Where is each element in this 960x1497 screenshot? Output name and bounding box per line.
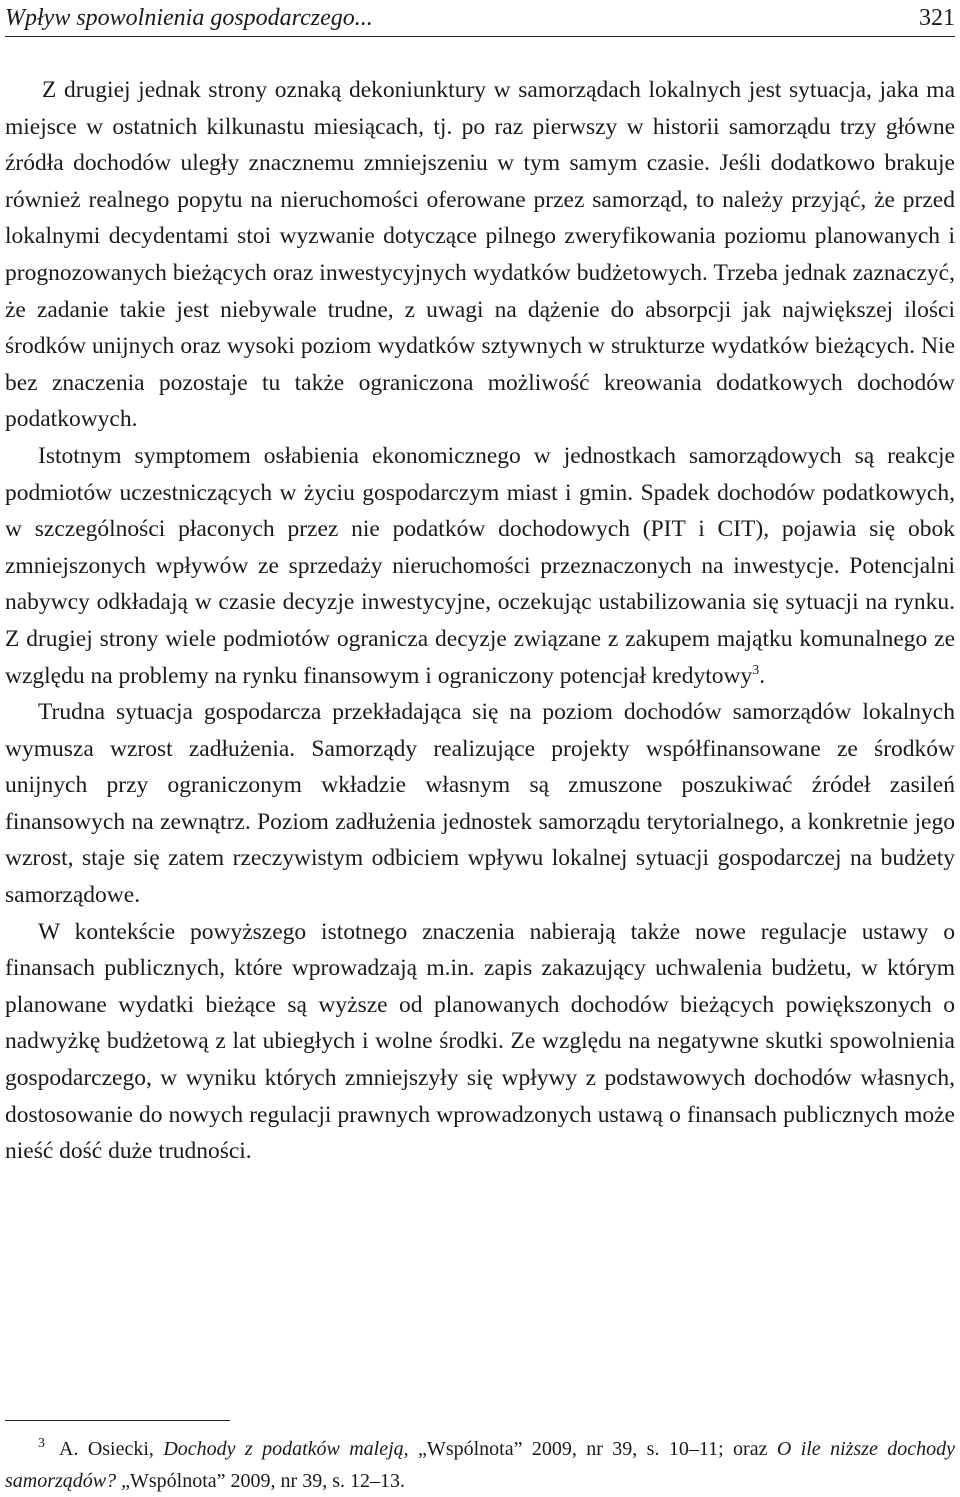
- paragraph-2: [5, 438, 955, 694]
- paragraph-4: W kontekście powyższego istotnego znaczenia nabierają także nowe regulacje ustawy o finansach publicznych, które wprowadzają m.in. zapis zakazujący uchwalenia budżetu, w którym planowane wydatki bieżące są wyższe od planowanych dochodów bieżących powiększonych o nadwyżkę budżetową z lat ubiegłych i wolne środki. Ze względu na negatywne skutki spowolnienia gospodarczego, w wyniku których zmniejszyły się wpływy z podstawowych dochodów własnych, dostosowanie do nowych regulacji prawnych wprowadzonych ustawą o finansach publicznych może nieść dość duże trudności.: [5, 918, 955, 1165]
- footnote-source-1: , „Wspólnota” 2009, nr 39, s. 10–11; oraz: [403, 1438, 777, 1460]
- footnote-separator: [5, 1420, 230, 1421]
- footnote: 3 A. Osiecki, Dochody z podatków maleją, „Wspólnota” 2009, nr 39, s. 10–11; oraz O ile niższe dochody samorządów? „Wspólnota” 2009, nr 39, s. 12–13.: [5, 1436, 955, 1492]
- paragraph-2-text: Istotnym symptomem osłabienia ekonomicznego w jednostkach samorządowych są reakcje podmiotów uczestniczących w życiu gospodarczym miast i gmin. Spadek dochodów podatkowych, w szczególności płaconych przez nie podatków dochodowych (PIT i CIT), pojawia się obok zmniejszonych wpływów ze sprzedaży nieruchomości przeznaczonych na inwestycje. Potencjalni nabywcy odkładają w czasie decyzje inwestycyjne, oczekując ustabilizowania się sytuacji na rynku. Z drugiej strony wiele podmiotów ogranicza decyzje związane z zakupem majątku komunalnego ze względu na problemy na rynku finansowym i ograniczony potencjał kredytowy: [5, 442, 955, 689]
- running-title: Wpływ spowolnienia gospodarczego...: [5, 5, 373, 31]
- page-number: 321: [919, 5, 955, 31]
- paragraph-3: Trudna sytuacja gospodarcza przekładająca się na poziom dochodów samorządów lokalnych wymusza wzrost zadłużenia. Samorządy realizujące projekty współfinansowane ze środków unijnych przy ograniczonym wkładzie własnym są zmuszone poszukiwać źródeł zasileń finansowych na zewnątrz. Poziom zadłużenia jednostek samorządu terytorialnego, a konkretnie jego wzrost, staje się zatem rzeczywistym odbiciem wpływu lokalnej sytuacji gospodarczej na budżety samorządowe.: [5, 699, 955, 909]
- running-header: [5, 0, 955, 37]
- footnote-title-2: O ile niższe dochody samorządów?: [5, 1438, 955, 1492]
- footnote-author: A. Osiecki,: [59, 1438, 164, 1460]
- paragraph-2-end: .: [759, 662, 766, 689]
- footnote-title-1: Dochody z podatków maleją: [163, 1438, 404, 1460]
- footnote-source-2: „Wspólnota” 2009, nr 39, s. 12–13.: [116, 1470, 405, 1492]
- footnote-reference[interactable]: 3: [752, 662, 760, 678]
- body-text: [5, 72, 955, 1170]
- paragraph-1: Z drugiej jednak strony oznaką dekoniunktury w samorządach lokalnych jest sytuacja, jaka ma miejsce w ostatnich kilkunastu miesiącach, tj. po raz pierwszy w historii samorządu trzy główne źródła dochodów uległy znacznemu zmniejszeniu w tym samym czasie. Jeśli dodatkowo brakuje również realnego popytu na nieruchomości oferowane przez samorząd, to należy przyjąć, że przed lokalnymi decydentami stoi wyzwanie dotyczące pilnego zweryfikowania poziomu planowanych i prognozowanych bieżących oraz inwestycyjnych wydatków budżetowych. Trzeba jednak zaznaczyć, że zadanie takie jest niebywale trudne, z uwagi na dążenie do absorpcji jak największej ilości środków unijnych oraz wysoki poziom wydatków sztywnych w strukturze wydatków bieżących. Nie bez znaczenia pozostaje tu także ograniczona możliwość kreowania dodatkowych dochodów podatkowych.: [5, 77, 955, 433]
